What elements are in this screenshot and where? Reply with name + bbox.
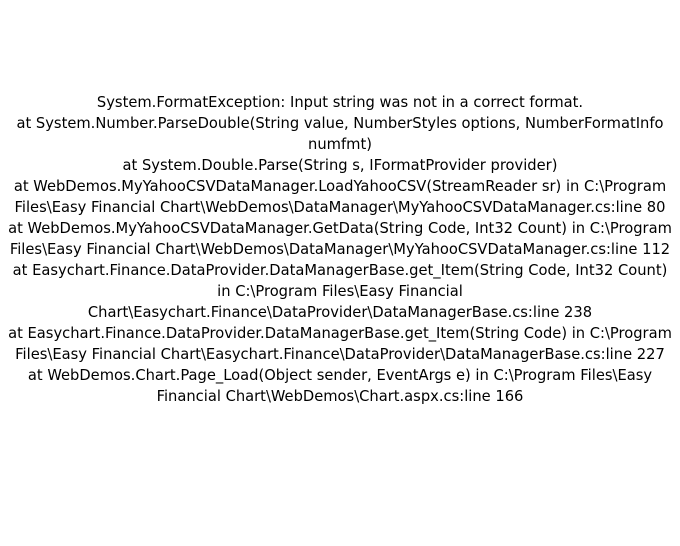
stack-trace-line: at System.Double.Parse(String s, IFormatProvider provider)	[122, 157, 558, 174]
stack-trace-line: at WebDemos.MyYahooCSVDataManager.GetData(String Code, Int32 Count) in C:\Program Files\Easy Financial Chart\WebDemos\DataManager\MyYahooCSVDataManager.cs:line 112	[8, 220, 672, 258]
stack-trace-line: at WebDemos.Chart.Page_Load(Object sender, EventArgs e) in C:\Program Files\Easy Financial Chart\WebDemos\Chart.aspx.cs:line 166	[27, 367, 653, 405]
stack-trace-line: at Easychart.Finance.DataProvider.DataManagerBase.get_Item(String Code, Int32 Count) in C:\Program Files\Easy Financial Chart\Easychart.Finance\DataProvider\DataManagerBase.cs:line 238	[12, 262, 668, 321]
stack-trace-line: System.FormatException: Input string was not in a correct format.	[96, 94, 584, 111]
stack-trace-line: at Easychart.Finance.DataProvider.DataManagerBase.get_Item(String Code) in C:\Program Files\Easy Financial Chart\Easychart.Finance\DataProvider\DataManagerBase.cs:line 227	[8, 325, 672, 363]
exception-stack-trace	[0, 92, 680, 407]
stack-trace-line: at System.Number.ParseDouble(String value, NumberStyles options, NumberFormatInfo numfmt)	[16, 115, 664, 153]
stack-trace-line: at WebDemos.MyYahooCSVDataManager.LoadYahooCSV(StreamReader sr) in C:\Program Files\Easy Financial Chart\WebDemos\DataManager\MyYahooCSVDataManager.cs:line 80	[13, 178, 667, 216]
